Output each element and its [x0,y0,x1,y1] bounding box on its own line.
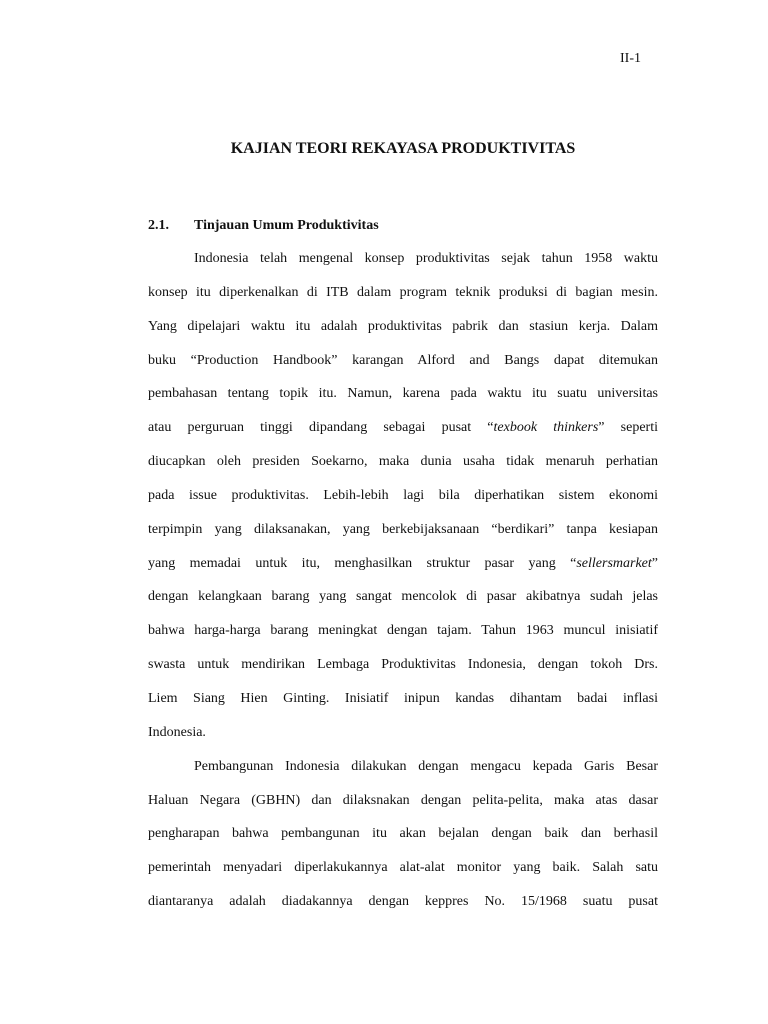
text-line: pada issue produktivitas. Lebih-lebih lagi bila diperhatikan sistem ekonomi [148,487,658,503]
text-line: bahwa harga-harga barang meningkat dengan tajam. Tahun 1963 muncul inisiatif [148,623,658,639]
text-line: terpimpin yang dilaksanakan, yang berkebijaksanaan “berdikari” tanpa kesiapan [148,521,658,537]
section-heading [148,217,379,235]
text-line: atau perguruan tinggi dipandang sebagai pusat “texbook thinkers” seperti [148,420,658,436]
text-line: Pembangunan Indonesia dilakukan dengan mengacu kepada Garis Besar [194,758,658,774]
text-line: diucapkan oleh presiden Soekarno, maka dunia usaha tidak menaruh perhatian [148,454,658,470]
italic-term: texbook thinkers [493,420,599,436]
text-line: dengan kelangkaan barang yang sangat mencolok di pasar akibatnya sudah jelas [148,589,658,605]
text-line: pengharapan bahwa pembangunan itu akan bejalan dengan baik dan berhasil [148,826,658,842]
text-line: diantaranya adalah diadakannya dengan keppres No. 15/1968 suatu pusat [148,894,658,910]
text-line: pemerintah menyadari diperlakukannya alat-alat monitor yang baik. Salah satu [148,860,658,876]
section-number: 2.1. [148,218,169,233]
text-line: pembahasan tentang topik itu. Namun, karena pada waktu itu suatu universitas [148,386,658,402]
text-line: Indonesia. [148,724,206,740]
text-line: yang memadai untuk itu, menghasilkan struktur pasar yang “sellersmarket” [148,555,658,571]
text-line: Haluan Negara (GBHN) dan dilaksnakan dengan pelita-pelita, maka atas dasar [148,792,658,808]
text-line: Yang dipelajari waktu itu adalah produktivitas pabrik dan stasiun kerja. Dalam [148,318,658,334]
text-line: swasta untuk mendirikan Lembaga Produktivitas Indonesia, dengan tokoh Drs. [148,657,658,673]
text-line: konsep itu diperkenalkan di ITB dalam program teknik produksi di bagian mesin. [148,284,658,300]
page-number: II-1 [620,51,641,66]
chapter-title: KAJIAN TEORI REKAYASA PRODUKTIVITAS [230,140,576,157]
italic-term: sellersmarket [576,555,652,571]
section-title: Tinjauan Umum Produktivitas [194,218,379,233]
text-line: Liem Siang Hien Ginting. Inisiatif inipun kandas dihantam badai inflasi [148,690,658,706]
body-text [148,249,658,926]
text-line: buku “Production Handbook” karangan Alford and Bangs dapat ditemukan [148,352,658,368]
text-line: Indonesia telah mengenal konsep produktivitas sejak tahun 1958 waktu [194,251,658,266]
